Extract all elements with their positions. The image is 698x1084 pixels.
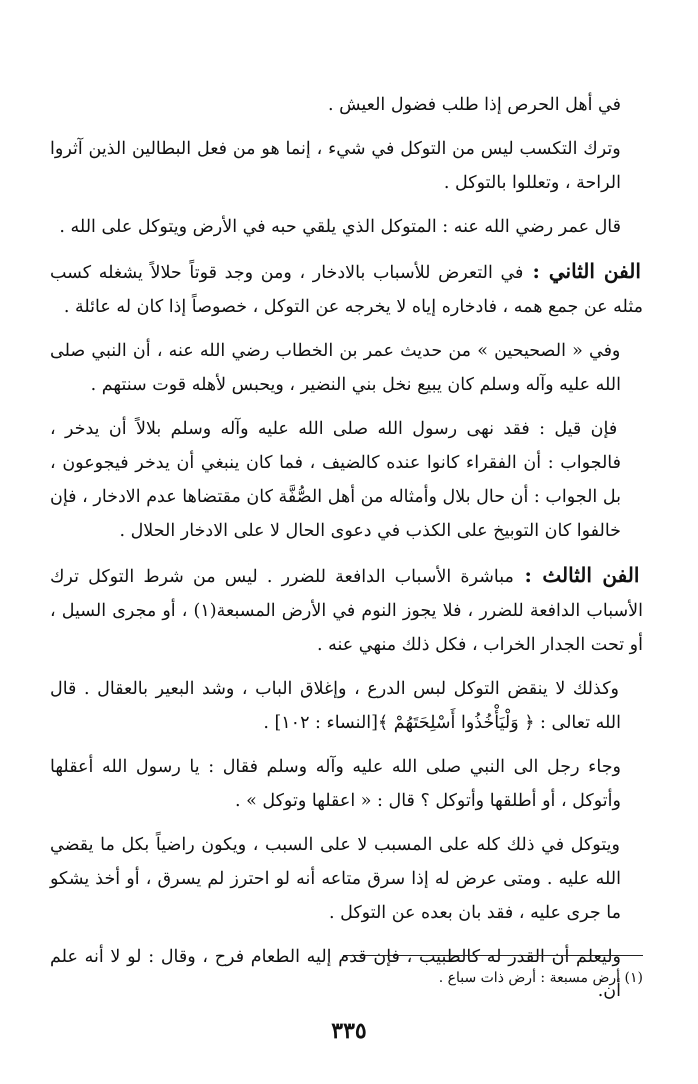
paragraph bbox=[50, 750, 643, 818]
text-line: الأسباب الدافعة للضرر ، فلا يجوز النوم في الأرض المسبعة(١) ، أو مجرى السيل ، أو bbox=[50, 601, 643, 655]
text-line: وكذلك لا ينقض التوكل لبس الدرع ، وإغلاق الباب ، وشد البعير بالعقال . قال bbox=[50, 679, 619, 699]
paragraph bbox=[50, 412, 643, 548]
text-line: تحت الجدار الخراب ، فكل ذلك منهي عنه . bbox=[317, 635, 625, 655]
paragraph bbox=[50, 210, 643, 244]
text-line: وليعلم أن القدر له كالطبيب ، فإن قدم إليه الطعام فرح ، وقال : لو لا أنه علم أن. bbox=[50, 947, 621, 1001]
footnote: (١) أرض مسبعة : أرض ذات سباع . bbox=[438, 970, 643, 986]
text-line: الجواب : أن حال بلال وأمثاله من أهل الصُّفَّة كان مقتضاها عدم الادخار ، فإن خالفوا bbox=[50, 487, 621, 541]
text-line: وجاء رجل الى النبي صلى الله عليه وآله وسلم فقال : يا رسول الله أعقلها وأتوكل ، bbox=[50, 757, 621, 811]
paragraph bbox=[50, 132, 643, 200]
paragraph bbox=[50, 88, 643, 122]
text-line: ويتوكل في ذلك كله على المسبب لا على السبب ، ويكون راضياً بكل ما يقضي bbox=[50, 835, 620, 855]
paragraph bbox=[50, 334, 643, 402]
text-line: وترك التكسب ليس من التوكل في شيء ، إنما هو من فعل البطالين الذين آثروا bbox=[50, 139, 621, 159]
text-line: عليه ، فقد بان بعده عن التوكل . bbox=[328, 903, 561, 923]
section-heading: الفن الثالث : bbox=[513, 563, 640, 587]
section-paragraph bbox=[50, 558, 643, 662]
body-text bbox=[50, 88, 643, 1018]
section-paragraph bbox=[50, 254, 643, 324]
text-line: مثله عن جمع همه ، فادخاره إياه لا يخرجه عن التوكل ، خصوصاً إذا كان له عائلة . bbox=[63, 297, 643, 317]
page-number: ٣٣٥ bbox=[331, 1018, 367, 1044]
text-line: الراحة ، وتعللوا بالتوكل . bbox=[443, 173, 621, 193]
text-line: أو أطلقها وأتوكل ؟ قال : « اعقلها وتوكل » . bbox=[234, 791, 556, 811]
text-line: قال عمر رضي الله عنه : المتوكل الذي يلقي حبه في الأرض ويتوكل على الله . bbox=[59, 217, 621, 237]
text-line: فالجواب : أن الفقراء كانوا عنده كالضيف ، فما كان ينبغي أن يدخر فيجوعون ، بل bbox=[50, 453, 621, 507]
text-line: كان التوبيخ على الكذب في دعوى الحال لا على الادخار الحلال . bbox=[119, 521, 572, 541]
footnote-divider bbox=[343, 955, 643, 956]
text-line: الله عليه وآله وسلم كان يبيع نخل بني النضير ، ويحبس لأهله قوت سنتهم . bbox=[90, 375, 621, 395]
section-heading: الفن الثاني : bbox=[523, 259, 641, 283]
paragraph bbox=[50, 672, 643, 740]
paragraph bbox=[50, 828, 643, 930]
text-line: الله عليه . ومتى عرض له إذا سرق متاعه أنه لو احترز لم يسرق ، أو أخذ يشكو ما جرى bbox=[50, 869, 621, 923]
text-line: وفي « الصحيحين » من حديث عمر بن الخطاب رضي الله عنه ، أن النبي صلى bbox=[50, 341, 621, 361]
text-line: في التعرض للأسباب بالادخار ، ومن وجد قوتاً حلالاً يشغله كسب bbox=[50, 263, 524, 283]
text-line: فإن قيل : فقد نهى رسول الله صلى الله عليه وآله وسلم بلالاً أن يدخر ، bbox=[50, 419, 618, 439]
text-line: الله تعالى : ﴿ وَلْيَأْخُذُوا أَسْلِحَتَهُمْ ﴾[النساء : ١٠٢] . bbox=[263, 713, 621, 733]
text-line: في أهل الحرص إذا طلب فضول العيش . bbox=[327, 95, 621, 115]
text-line: مباشرة الأسباب الدافعة للضرر . ليس من شرط التوكل ترك bbox=[50, 567, 514, 587]
